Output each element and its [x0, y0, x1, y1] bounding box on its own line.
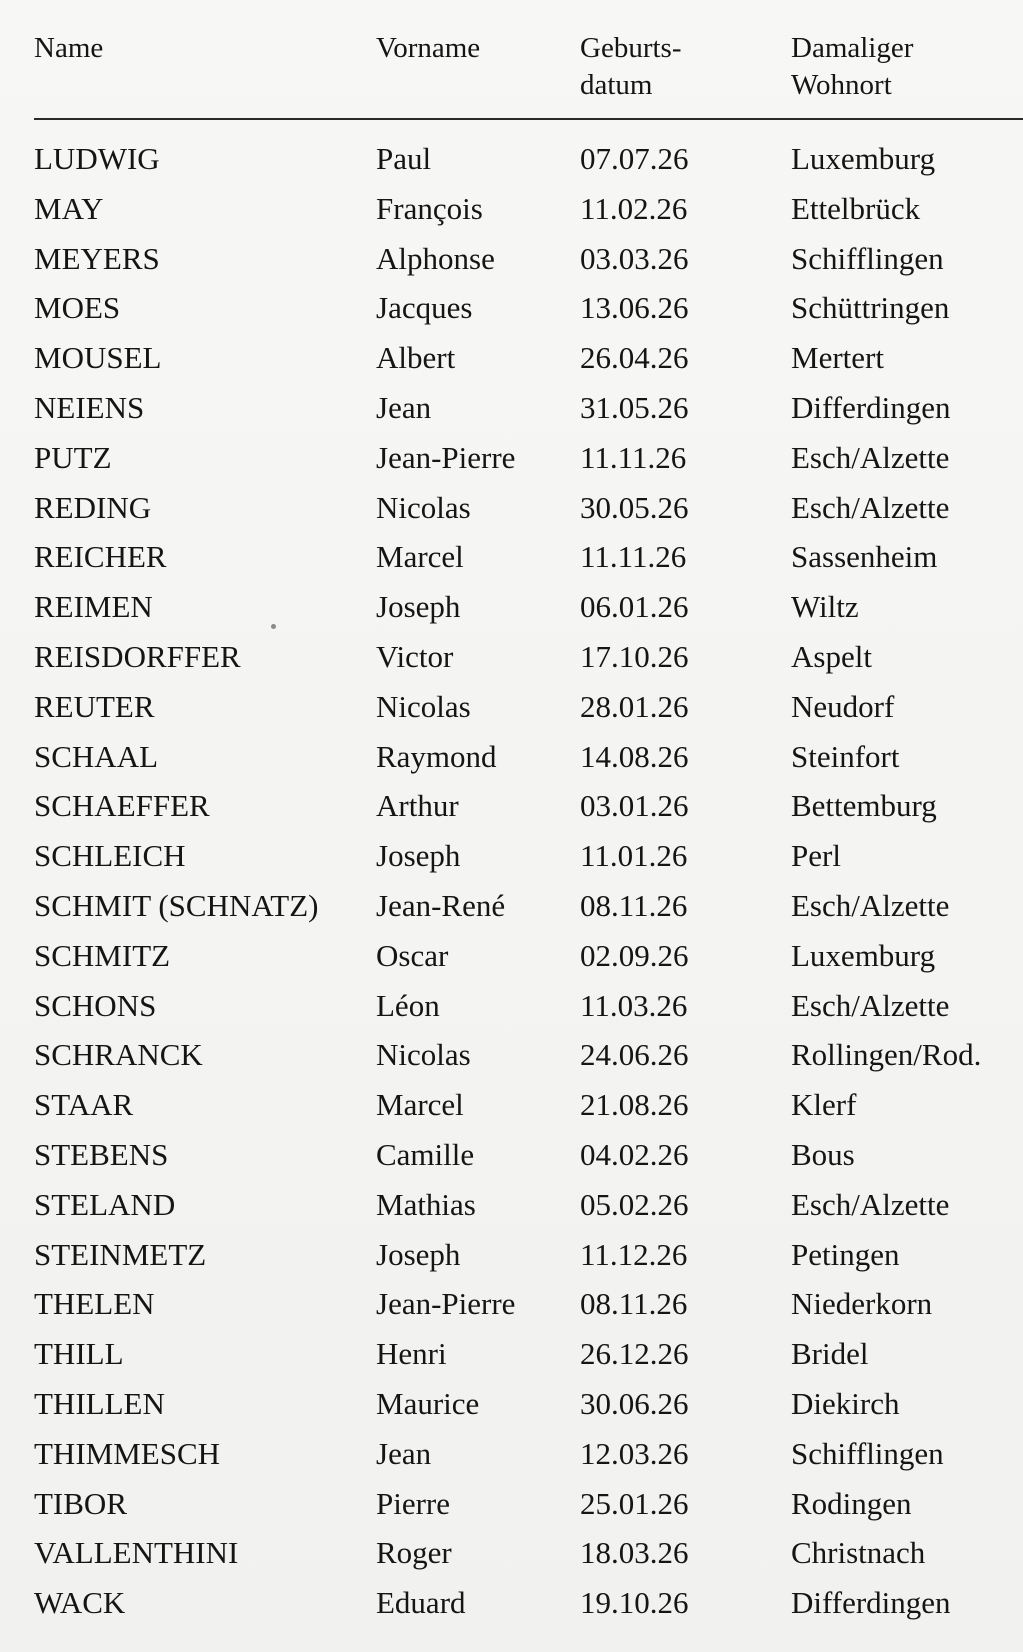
table-row	[34, 188, 1023, 238]
header-birth-line-1: Geburts-	[580, 32, 682, 64]
birth-date-cell: 03.03.26	[580, 240, 689, 276]
header-birth-date	[580, 30, 750, 104]
birth-date-cell: 26.12.26	[580, 1336, 689, 1372]
birth-date-cell: 24.06.26	[580, 1037, 689, 1073]
table-row	[34, 1184, 1023, 1234]
header-residence-line-2: Wohnort	[791, 69, 892, 101]
table-row	[34, 1532, 1023, 1582]
residence-cell: Schifflingen	[791, 240, 944, 276]
name-cell: STEINMETZ	[34, 1236, 207, 1272]
first-name-cell: Camille	[376, 1136, 475, 1172]
first-name-cell: Victor	[376, 638, 454, 674]
first-name-cell: Eduard	[376, 1585, 466, 1621]
name-cell: REICHER	[34, 539, 167, 575]
birth-date-cell: 13.06.26	[580, 290, 689, 326]
table-row	[34, 437, 1023, 487]
table-row	[34, 1582, 1023, 1632]
table-row	[34, 1433, 1023, 1483]
table-row	[34, 1084, 1023, 1134]
first-name-cell: Henri	[376, 1336, 447, 1372]
residence-cell: Neudorf	[791, 688, 895, 724]
table-row	[34, 287, 1023, 337]
residence-cell: Esch/Alzette	[791, 1186, 950, 1222]
people-table	[34, 138, 1023, 1632]
name-cell: NEIENS	[34, 389, 145, 425]
residence-cell: Differdingen	[791, 389, 951, 425]
name-cell: VALLENTHINI	[34, 1535, 239, 1571]
residence-cell: Klerf	[791, 1087, 857, 1123]
name-cell: THILLEN	[34, 1385, 165, 1421]
name-cell: THILL	[34, 1336, 124, 1372]
header-residence	[791, 30, 1011, 104]
table-row	[34, 586, 1023, 636]
table-row	[34, 785, 1023, 835]
birth-date-cell: 26.04.26	[580, 340, 689, 376]
table-row	[34, 1134, 1023, 1184]
name-cell: THELEN	[34, 1286, 155, 1322]
residence-cell: Differdingen	[791, 1585, 951, 1621]
birth-date-cell: 08.11.26	[580, 1286, 688, 1322]
name-cell: LUDWIG	[34, 141, 160, 176]
name-cell: MOES	[34, 290, 121, 326]
birth-date-cell: 05.02.26	[580, 1186, 689, 1222]
header-name: Name	[34, 32, 104, 64]
first-name-cell: Arthur	[376, 788, 459, 824]
name-cell: SCHAEFFER	[34, 788, 210, 824]
name-cell: MOUSEL	[34, 340, 162, 376]
name-cell: SCHRANCK	[34, 1037, 203, 1073]
birth-date-cell: 04.02.26	[580, 1136, 689, 1172]
first-name-cell: François	[376, 190, 483, 226]
first-name-cell: Raymond	[376, 738, 497, 774]
birth-date-cell: 19.10.26	[580, 1585, 689, 1621]
residence-cell: Sassenheim	[791, 539, 938, 575]
birth-date-cell: 21.08.26	[580, 1087, 689, 1123]
first-name-cell: Nicolas	[376, 1037, 471, 1073]
birth-date-cell: 30.06.26	[580, 1385, 689, 1421]
birth-date-cell: 11.11.26	[580, 539, 687, 575]
name-cell: SCHAAL	[34, 738, 159, 774]
name-cell: STEBENS	[34, 1136, 169, 1172]
first-name-cell: Joseph	[376, 589, 461, 625]
residence-cell: Esch/Alzette	[791, 439, 950, 475]
residence-cell: Rollingen/Rod.	[791, 1037, 982, 1073]
first-name-cell: Joseph	[376, 838, 461, 874]
first-name-cell: Jean-Pierre	[376, 439, 516, 475]
first-name-cell: Léon	[376, 987, 440, 1023]
residence-cell: Aspelt	[791, 638, 872, 674]
birth-date-cell: 11.11.26	[580, 439, 687, 475]
residence-cell: Wiltz	[791, 589, 859, 625]
name-cell: SCHMIT (SCHNATZ)	[34, 887, 319, 923]
name-cell: STAAR	[34, 1087, 134, 1123]
residence-cell: Esch/Alzette	[791, 887, 950, 923]
first-name-cell: Marcel	[376, 1087, 464, 1123]
first-name-cell: Marcel	[376, 539, 464, 575]
table-row	[34, 736, 1023, 786]
birth-date-cell: 14.08.26	[580, 738, 689, 774]
table-row	[34, 1234, 1023, 1284]
header-divider	[34, 118, 1023, 120]
residence-cell: Esch/Alzette	[791, 987, 950, 1023]
birth-date-cell: 11.02.26	[580, 190, 688, 226]
residence-cell: Rodingen	[791, 1485, 912, 1521]
first-name-cell: Maurice	[376, 1385, 480, 1421]
table-row	[34, 835, 1023, 885]
table-row	[34, 138, 1023, 188]
first-name-cell: Jean	[376, 1435, 432, 1471]
name-cell: REIMEN	[34, 589, 153, 625]
residence-cell: Schüttringen	[791, 290, 950, 326]
table-row	[34, 686, 1023, 736]
residence-cell: Bridel	[791, 1336, 869, 1372]
first-name-cell: Nicolas	[376, 489, 471, 525]
name-cell: SCHONS	[34, 987, 157, 1023]
table-row	[34, 985, 1023, 1035]
first-name-cell: Jean-Pierre	[376, 1286, 516, 1322]
birth-date-cell: 07.07.26	[580, 141, 689, 176]
name-cell: REDING	[34, 489, 152, 525]
birth-date-cell: 11.03.26	[580, 987, 688, 1023]
birth-date-cell: 17.10.26	[580, 638, 689, 674]
residence-cell: Mertert	[791, 340, 884, 376]
name-cell: TIBOR	[34, 1485, 127, 1521]
residence-cell: Steinfort	[791, 738, 900, 774]
name-cell: THIMMESCH	[34, 1435, 221, 1471]
name-cell: REUTER	[34, 688, 155, 724]
birth-date-cell: 28.01.26	[580, 688, 689, 724]
residence-cell: Niederkorn	[791, 1286, 933, 1322]
residence-cell: Luxemburg	[791, 141, 936, 176]
table-row	[34, 1034, 1023, 1084]
residence-cell: Bous	[791, 1136, 855, 1172]
birth-date-cell: 25.01.26	[580, 1485, 689, 1521]
residence-cell: Perl	[791, 838, 841, 874]
table-row	[34, 885, 1023, 935]
residence-cell: Bettemburg	[791, 788, 937, 824]
table-row	[34, 238, 1023, 288]
birth-date-cell: 12.03.26	[580, 1435, 689, 1471]
first-name-cell: Alphonse	[376, 240, 495, 276]
first-name-cell: Nicolas	[376, 688, 471, 724]
first-name-cell: Mathias	[376, 1186, 476, 1222]
name-cell: WACK	[34, 1585, 126, 1621]
name-cell: REISDORFFER	[34, 638, 241, 674]
name-cell: SCHLEICH	[34, 838, 186, 874]
name-cell: PUTZ	[34, 439, 112, 475]
first-name-cell: Albert	[376, 340, 456, 376]
residence-cell: Christnach	[791, 1535, 926, 1571]
residence-cell: Diekirch	[791, 1385, 900, 1421]
birth-date-cell: 30.05.26	[580, 489, 689, 525]
table-header	[34, 30, 1023, 118]
name-cell: SCHMITZ	[34, 937, 171, 973]
residence-cell: Ettelbrück	[791, 190, 921, 226]
first-name-cell: Oscar	[376, 937, 449, 973]
table-row	[34, 487, 1023, 537]
table-row	[34, 1383, 1023, 1433]
residence-cell: Esch/Alzette	[791, 489, 950, 525]
table-row	[34, 536, 1023, 586]
birth-date-cell: 08.11.26	[580, 887, 688, 923]
table-row	[34, 935, 1023, 985]
first-name-cell: Pierre	[376, 1485, 451, 1521]
first-name-cell: Joseph	[376, 1236, 461, 1272]
name-cell: MEYERS	[34, 240, 160, 276]
first-name-cell: Paul	[376, 141, 432, 176]
birth-date-cell: 31.05.26	[580, 389, 689, 425]
birth-date-cell: 11.12.26	[580, 1236, 688, 1272]
residence-cell: Luxemburg	[791, 937, 936, 973]
first-name-cell: Jean	[376, 389, 432, 425]
table-row	[34, 387, 1023, 437]
table-row	[34, 337, 1023, 387]
birth-date-cell: 02.09.26	[580, 937, 689, 973]
table-row	[34, 1333, 1023, 1383]
name-cell: STELAND	[34, 1186, 176, 1222]
table-row	[34, 1483, 1023, 1533]
residence-cell: Schifflingen	[791, 1435, 944, 1471]
first-name-cell: Jacques	[376, 290, 473, 326]
first-name-cell: Roger	[376, 1535, 452, 1571]
header-first-name: Vorname	[376, 32, 481, 64]
table-row	[34, 636, 1023, 686]
birth-date-cell: 06.01.26	[580, 589, 689, 625]
first-name-cell: Jean-René	[376, 887, 506, 923]
name-cell: MAY	[34, 190, 104, 226]
residence-cell: Petingen	[791, 1236, 900, 1272]
birth-date-cell: 03.01.26	[580, 788, 689, 824]
header-residence-line-1: Damaliger	[791, 32, 914, 64]
birth-date-cell: 11.01.26	[580, 838, 688, 874]
table-row	[34, 1283, 1023, 1333]
birth-date-cell: 18.03.26	[580, 1535, 689, 1571]
header-birth-line-2: datum	[580, 69, 653, 101]
